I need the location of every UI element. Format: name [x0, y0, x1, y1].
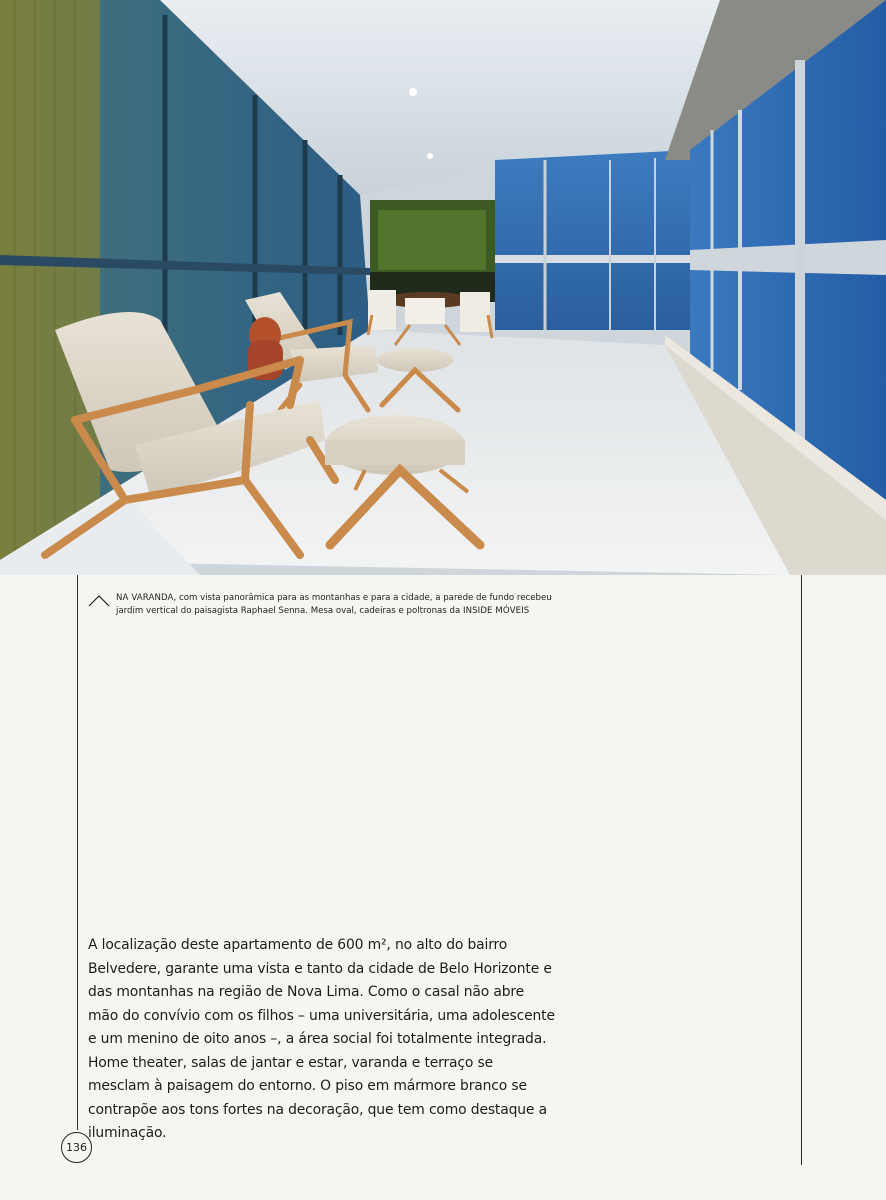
caption-lead: NA VARANDA — [116, 593, 174, 603]
caption-line2: jardim vertical do paisagista Raphael Senna. Mesa oval, cadeiras e poltronas da — [116, 605, 463, 616]
article-body-paragraph: A localização deste apartamento de 600 m², no alto do bairro Belvedere, garante uma vista e tanto da cidade de Belo Horizonte e das montanhas na região de Nova Lima. Como o casal não abre mão do convívio com os filhos – uma universitária, uma adolescente e um menino de oito anos –, a área social foi totalmente integrada. Home theater, salas de jantar e estar, varanda e terraço se mesclam à paisagem do entorno. O piso em mármore branco se contrapõe aos tons fortes na decoração, que tem como destaque a iluminação. — [88, 937, 555, 1141]
caption-line1: , com vista panorâmica para as montanhas e para a cidade, a parede de fundo recebeu — [173, 593, 552, 603]
page-number — [61, 1132, 92, 1163]
caption-brand: INSIDE MÓVEIS — [462, 605, 530, 616]
caption-text — [116, 592, 552, 617]
photo-caption — [88, 592, 558, 617]
page-number-text: 136 — [66, 1141, 87, 1154]
caret-up-icon — [88, 593, 110, 607]
right-column-rule — [801, 575, 802, 1165]
left-column-rule — [77, 575, 78, 1130]
balcony-photo — [0, 0, 886, 575]
